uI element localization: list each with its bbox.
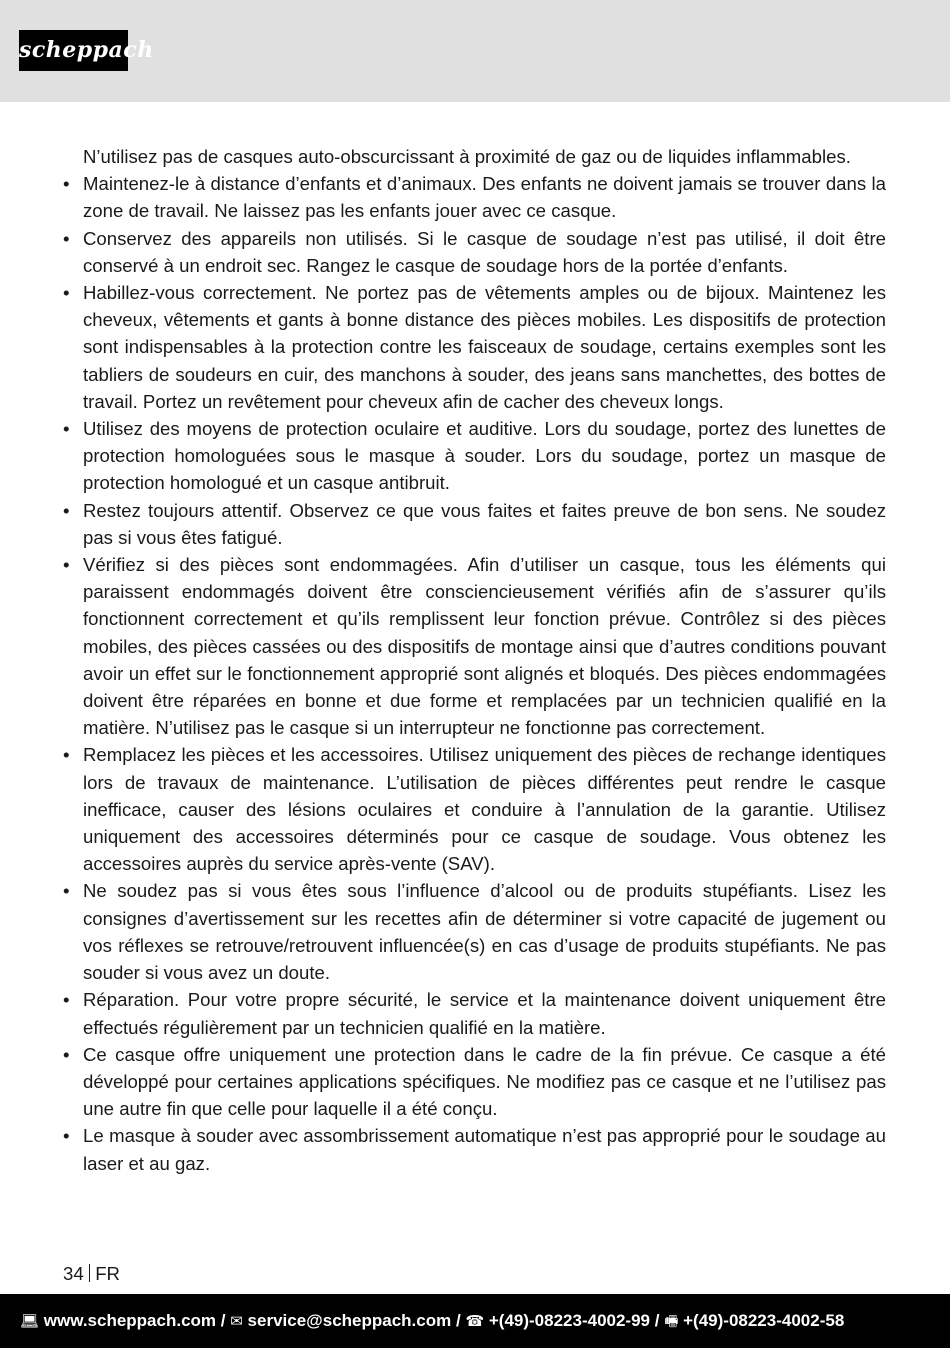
page-footer xyxy=(0,1294,950,1348)
page-separator xyxy=(89,1264,91,1282)
list-item-text: Remplacez les pièces et les accessoires. Utilisez uniquement des pièces de rechange identiques lors de travaux de maintenance. L’utilisation de pièces différentes peut rendre le casque inefficace, causer des lésions oculaires et conduire à l’annulation de la garantie. Utilisez uniquement des accessoires déterminés pour ce casque de soudage. Vous obtenez les accessoires auprès du service après-vente (SAV). xyxy=(83,744,886,875)
intro-paragraph: N’utilisez pas de casques auto-obscurcissant à proximité de gaz ou de liquides inflammables. xyxy=(83,146,851,167)
scheppach-logo: scheppach xyxy=(19,30,128,71)
list-item xyxy=(63,1122,886,1176)
fax-number: +(49)-08223-4002-58 xyxy=(683,1311,845,1330)
list-item-text: Habillez-vous correctement. Ne portez pas de vêtements amples ou de bijoux. Maintenez les cheveux, vêtements et gants à bonne distance des pièces mobiles. Les dispositifs de protection sont indispensables à la protection contre les faisceaux de soudage, certains exemples sont les tabliers de soudeurs en cuir, des manchons à souder, des jeans sans manchettes, des bottes de travail. Portez un revêtement pour cheveux afin de cacher des cheveux longs. xyxy=(83,282,886,412)
bullet-marker: • xyxy=(63,744,70,766)
list-item-text: Restez toujours attentif. Observez ce que vous faites et faites preuve de bon sens. Ne soudez pas si vous êtes fatigué. xyxy=(83,499,886,548)
contact-line xyxy=(20,1310,935,1333)
list-item xyxy=(63,225,886,279)
list-item xyxy=(63,1041,886,1123)
phone-number: +(49)-08223-4002-99 xyxy=(488,1311,651,1330)
list-item xyxy=(63,415,886,497)
bullet-marker: • xyxy=(63,989,70,1011)
list-item xyxy=(63,877,886,986)
bullet-marker: • xyxy=(63,282,70,304)
list-item xyxy=(63,497,886,551)
bullet-list xyxy=(63,170,886,1177)
bullet-marker: • xyxy=(63,173,70,195)
bullet-marker: • xyxy=(63,418,70,440)
list-item-text: Réparation. Pour votre propre sécurité, le service et la maintenance doivent uniquement être effectués régulièrement par un technicien qualifié en la matière. xyxy=(83,989,886,1038)
email-link[interactable]: service@scheppach.com xyxy=(247,1311,452,1330)
list-item xyxy=(63,741,886,877)
bullet-marker: • xyxy=(63,1043,70,1065)
list-item xyxy=(63,986,886,1040)
computer-icon: 💻︎ xyxy=(20,1313,40,1330)
page-header xyxy=(0,0,950,102)
list-item xyxy=(63,551,886,741)
footer-separator: / xyxy=(654,1311,660,1330)
safety-instructions xyxy=(63,143,886,1177)
bullet-marker: • xyxy=(63,880,70,902)
list-item xyxy=(63,279,886,415)
list-item-text: Ne soudez pas si vous êtes sous l’influence d’alcool ou de produits stupéfiants. Lisez les consignes d’avertissement sur les recettes afin de déterminer si votre capacité de jugement ou vos réflexes se retrouve/retrouvent influencée(s) en cas d’usage de produits stupéfiants. Ne pas souder si vous avez un doute. xyxy=(83,880,886,984)
page-language: FR xyxy=(95,1263,120,1284)
bullet-marker: • xyxy=(63,499,70,521)
page-number: 34 xyxy=(63,1263,84,1284)
envelope-icon: ✉︎ xyxy=(230,1313,243,1330)
list-item-text: Le masque à souder avec assombrissement automatique n’est pas approprié pour le soudage au laser et au gaz. xyxy=(83,1125,886,1174)
list-item-text: Ce casque offre uniquement une protection dans le cadre de la fin prévue. Ce casque a été développé pour certaines applications spécifiques. Ne modifiez pas ce casque et ne l’utilisez pas une autre fin que celle pour laquelle il a été conçu. xyxy=(83,1043,886,1120)
footer-separator: / xyxy=(455,1311,461,1330)
list-item-text: Maintenez-le à distance d’enfants et d’animaux. Des enfants ne doivent jamais se trouver dans la zone de travail. Ne laissez pas les enfants jouer avec ce casque. xyxy=(83,173,886,222)
list-item-text: Utilisez des moyens de protection oculaire et auditive. Lors du soudage, portez des lunettes de protection homologuées sous le masque à souder. Lors du soudage, portez un masque de protection homologué et un casque antibruit. xyxy=(83,418,886,494)
telephone-icon: ☎︎ xyxy=(465,1313,485,1330)
website-link[interactable]: www.scheppach.com xyxy=(43,1311,217,1330)
list-item-text: Vérifiez si des pièces sont endommagées. Afin d’utiliser un casque, tous les éléments qui paraissent endommagés doivent être consciencieusement vérifiés afin de s’assurer qu’ils fonctionnent correctement et qu’ils remplissent leur fonction prévue. Contrôlez si des pièces mobiles, des pièces cassées ou des dispositifs de montage ainsi que d’autres conditions pouvant avoir un effet sur le fonctionnement approprié sont alignés et bloqués. Des pièces endommagées doivent être réparées en bonne et due forme et remplacées par un technicien qualifié en la matière. N’utilisez pas le casque si un interrupteur ne fonctionne pas correctement. xyxy=(83,554,886,739)
bullet-marker: • xyxy=(63,554,70,576)
bullet-marker: • xyxy=(63,227,70,249)
footer-separator: / xyxy=(220,1311,226,1330)
bullet-marker: • xyxy=(63,1125,70,1147)
page-number-block xyxy=(63,1260,120,1287)
fax-icon: 🖷︎ xyxy=(664,1313,679,1330)
list-item-text: Conservez des appareils non utilisés. Si le casque de soudage n’est pas utilisé, il doit être conservé à un endroit sec. Rangez le casque de soudage hors de la portée d’enfants. xyxy=(83,227,886,276)
list-item xyxy=(63,170,886,224)
